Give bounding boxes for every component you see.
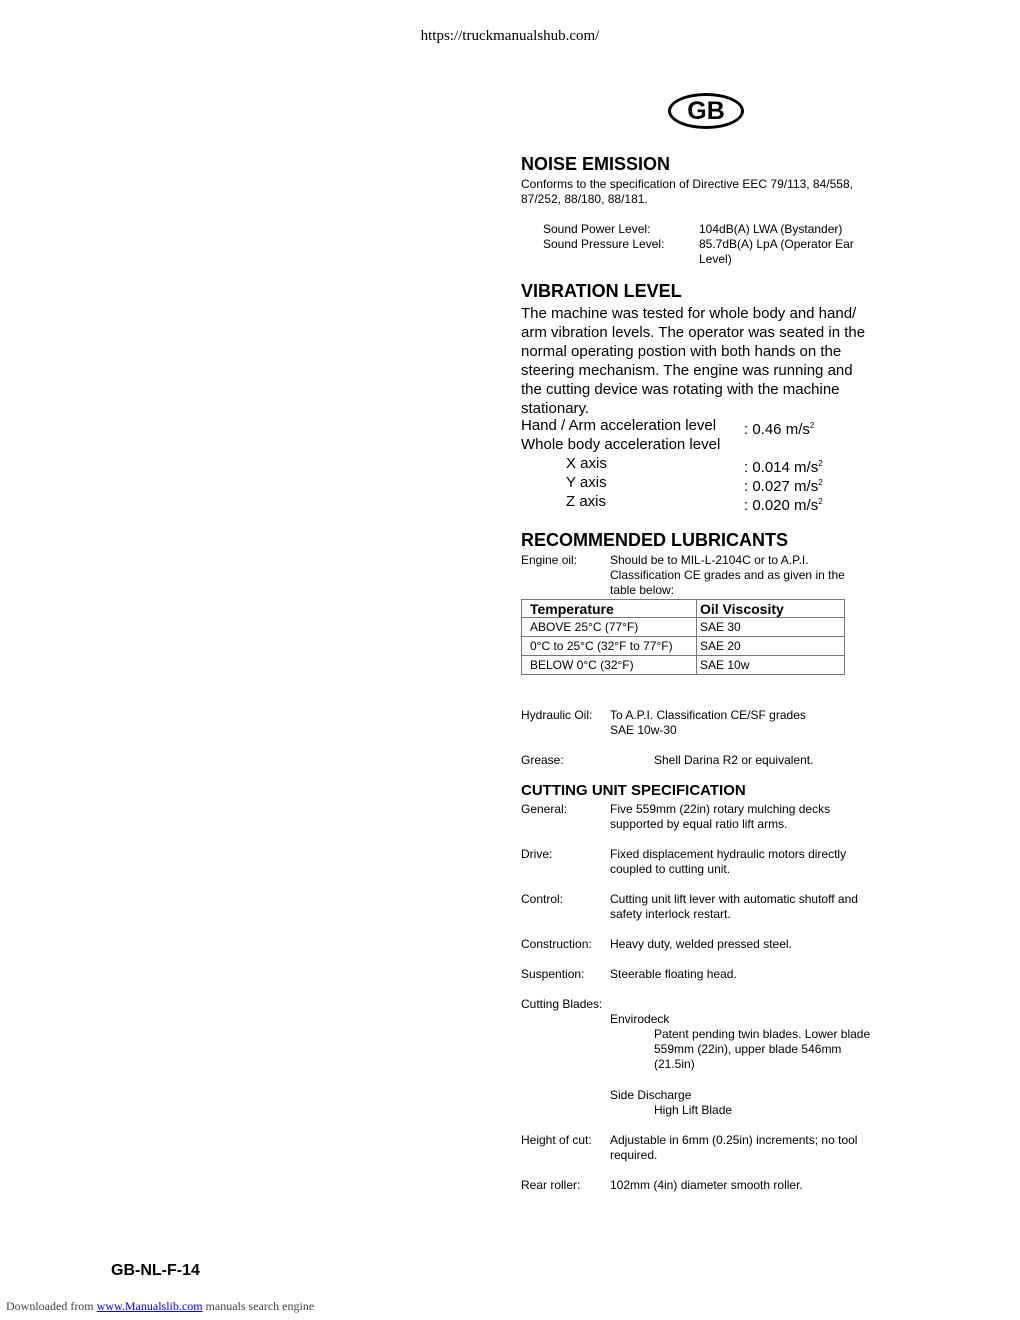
vibration-line: normal operating postion with both hands on the [521,343,842,360]
gb-badge: GB [668,93,744,129]
general-line-1: Five 559mm (22in) rotary mulching decks [610,802,831,816]
envirodeck-label: Envirodeck [610,1012,670,1026]
footer-suffix: manuals search engine [202,1299,315,1313]
whole-body-label: Whole body acceleration level [521,436,721,453]
page-code: GB-NL-F-14 [111,1262,200,1279]
envirodeck-line-1: Patent pending twin blades. Lower blade [654,1027,871,1041]
noise-line-1: Conforms to the specification of Directive EEC 79/113, 84/558, [521,177,853,191]
noise-line-2: 87/252, 88/180, 88/181. [521,192,648,206]
general-label: General: [521,802,568,816]
sound-pressure-value-2: Level) [699,252,732,266]
rear-roller-label: Rear roller: [521,1178,581,1192]
cell-viscosity: SAE 30 [697,618,845,637]
side-discharge-label: Side Discharge [610,1088,692,1102]
drive-label: Drive: [521,847,553,861]
control-line-1: Cutting unit lift lever with automatic shutoff and [610,892,858,906]
x-axis-label: X axis [566,455,607,472]
construction-label: Construction: [521,937,592,951]
cell-temperature: ABOVE 25°C (77°F) [522,618,697,637]
superscript: 2 [809,421,815,430]
envirodeck-line-2: 559mm (22in), upper blade 546mm [654,1042,842,1056]
y-axis-label: Y axis [566,474,607,491]
lubricants-title: RECOMMENDED LUBRICANTS [521,530,788,550]
hand-arm-value: : 0.46 $m/s^2$ [744,421,815,438]
general-line-2: supported by equal ratio lift arms. [610,817,788,831]
sound-power-label: Sound Power Level: [543,222,651,236]
grease-value: Shell Darina R2 or equivalent. [654,753,814,767]
hand-arm-label: Hand / Arm acceleration level [521,417,717,434]
suspension-label: Suspention: [521,967,585,981]
control-line-2: safety interlock restart. [610,907,731,921]
table-header-row [522,600,845,618]
superscript: 2 [818,497,823,506]
vibration-level-title: VIBRATION LEVEL [521,281,682,301]
header-temperature: Temperature [522,600,697,618]
table-row [522,656,845,675]
suspension-line-1: Steerable floating head. [610,967,737,981]
control-label: Control: [521,892,564,906]
table-row [522,618,845,637]
height-of-cut-line-2: required. [610,1148,658,1162]
footer-prefix: Downloaded from [6,1299,97,1313]
superscript: 2 [818,459,823,468]
vibration-line: The machine was tested for whole body and hand/ [521,305,857,322]
hydraulic-oil-line-2: SAE 10w-30 [610,723,677,737]
height-of-cut-label: Height of cut: [521,1133,592,1147]
envirodeck-line-3: (21.5in) [654,1057,695,1071]
vibration-line: arm vibration levels. The operator was seated in the [521,324,866,341]
engine-oil-line: Should be to MIL-L-2104C or to A.P.I. [610,553,809,567]
manualslib-link[interactable]: www.Manualslib.com [96,1299,203,1313]
top-url: https://truckmanualshub.com/ [420,28,600,44]
vibration-line: the cutting device was rotating with the machine [521,381,840,398]
z-axis-label: Z axis [566,493,607,510]
oil-viscosity-table [521,599,845,675]
engine-oil-line: table below: [610,583,675,597]
cell-temperature: BELOW 0°C (32°F) [522,656,697,675]
hydraulic-oil-label: Hydraulic Oil: [521,708,593,722]
sound-pressure-value-1: 85.7dB(A) LpA (Operator Ear [699,237,854,251]
table-row [522,637,845,656]
grease-label: Grease: [521,753,564,767]
engine-oil-text [610,553,845,598]
vibration-line: stationary. [521,400,590,417]
engine-oil-line: Classification CE grades and as given in the [610,568,845,582]
header-oil-viscosity: Oil Viscosity [697,600,845,618]
rear-roller-line-1: 102mm (4in) diameter smooth roller. [610,1178,803,1192]
height-of-cut-line-1: Adjustable in 6mm (0.25in) increments; no tool [610,1133,858,1147]
y-axis-value: : 0.027 $m/s^2$ [744,478,823,495]
engine-oil-label: Engine oil: [521,553,578,567]
sound-power-value: 104dB(A) LWA (Bystander) [699,222,843,236]
construction-line-1: Heavy duty, welded pressed steel. [610,937,792,951]
vibration-paragraph [521,304,865,418]
hydraulic-oil-line-1: To A.P.I. Classification CE/SF grades [610,708,806,722]
drive-line-2: coupled to cutting unit. [610,862,731,876]
cell-viscosity: SAE 20 [697,637,845,656]
z-axis-value: : 0.020 $m/s^2$ [744,497,823,514]
cutting-blades-label: Cutting Blades: [521,997,603,1011]
x-axis-value: : 0.014 $m/s^2$ [744,459,823,476]
footer [6,1299,314,1314]
cell-temperature: 0°C to 25°C (32°F to 77°F) [522,637,697,656]
superscript: 2 [818,478,823,487]
cell-viscosity: SAE 10w [697,656,845,675]
cutting-unit-title: CUTTING UNIT SPECIFICATION [521,782,746,799]
side-discharge-line-1: High Lift Blade [654,1103,733,1117]
vibration-line: steering mechanism. The engine was running and [521,362,853,379]
sound-pressure-label: Sound Pressure Level: [543,237,665,251]
noise-emission-title: NOISE EMISSION [521,154,671,174]
drive-line-1: Fixed displacement hydraulic motors directly [610,847,847,861]
